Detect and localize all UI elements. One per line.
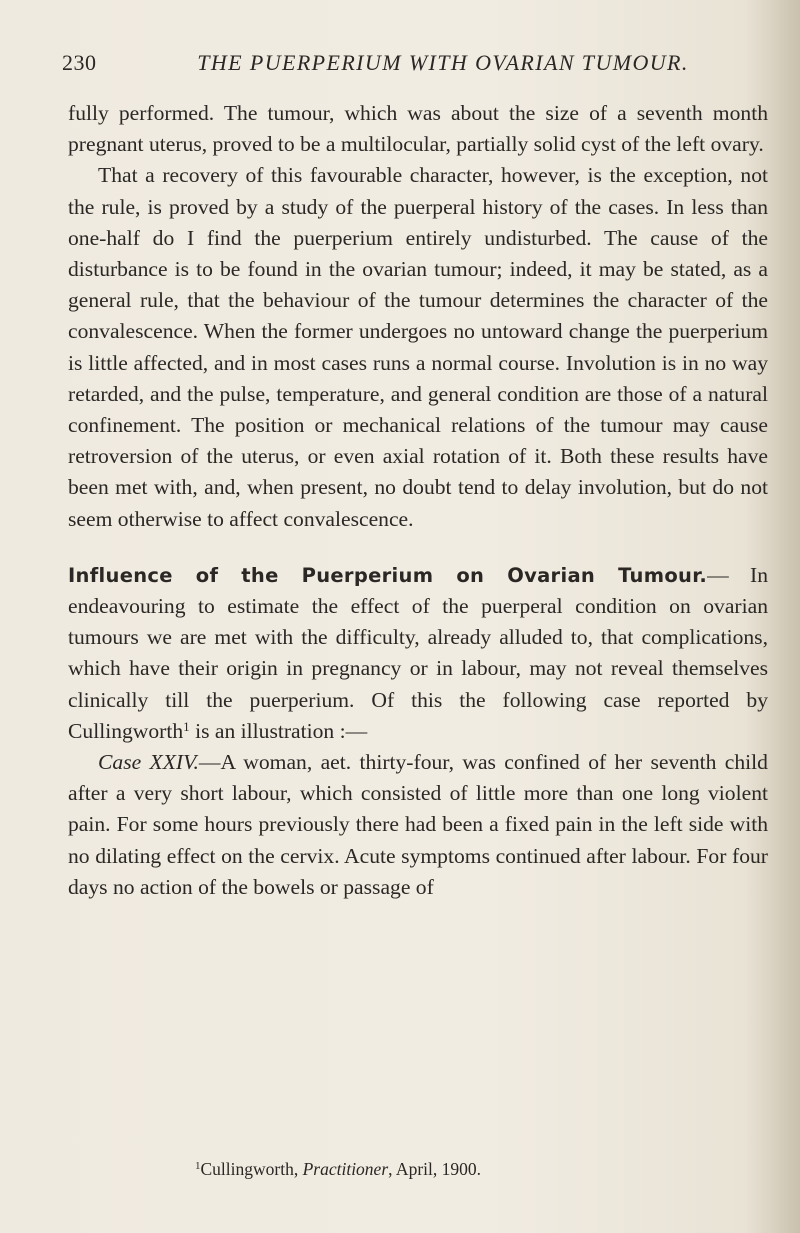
page-number: 230	[62, 50, 97, 75]
case-label: Case XXIV.	[98, 750, 199, 775]
paragraph-case	[68, 747, 768, 903]
page-header	[62, 50, 762, 80]
section-gap	[68, 535, 768, 560]
footnote-mark: 1	[195, 1160, 201, 1172]
footnote-rest: , April, 1900.	[388, 1159, 481, 1179]
paragraph-influence	[68, 560, 768, 747]
footnote-journal: Practitioner	[302, 1159, 389, 1179]
heading-dash: —	[707, 562, 729, 587]
running-head: THE PUERPERIUM WITH OVARIAN TUMOUR.	[197, 50, 689, 75]
paragraph-recovery: That a recovery of this favourable character, however, is the exception, not the rule, is proved by a study of the puerperal history of the cases. In less than one-half do I find the puerperium entirely undisturbed. The cause of the disturbance is to be found in the ovarian tumour; indeed, it may be stated, as a general rule, that the behaviour of the tumour determines the character of the convalescence. When the former undergoes no untoward change the puerperium is little affected, and in most cases runs a normal course. Involution is in no way retarded, and the pulse, temperature, and general condition are those of a natural confinement. The position or mechanical relations of the tumour may cause retroversion of the uterus, or even axial rotation of it. Both these results have been met with, and, when present, no doubt tend to delay involution, but do not seem otherwise to affect convalescence.	[68, 163, 768, 531]
influence-text: In endeavouring to estimate the effect of the puerperal condition on ovarian tumours we are met with the difficulty, already alluded to, that complications, which have their origin in pregnancy or in labour, may not reveal themselves clinically till the puerperium. Of this the following case reported by Cullingworth	[68, 562, 769, 743]
influence-tail: is an illustration :—	[189, 718, 368, 743]
paragraph-continuation: fully performed. The tumour, which was about the size of a seventh month pregnant uterus, proved to be a multilocular, partially solid cyst of the left ovary.	[68, 101, 768, 157]
footnote-author: Cullingworth,	[200, 1159, 303, 1179]
case-text: —A woman, aet. thirty-four, was confined of her seventh child after a very short labour, which consisted of little more than one long violent pain. For some hours previously there had been a fixed pain in the left side with no dilating effect on the cervix. Acute symptoms continued after labour. For four days no action of the bowels or passage of	[68, 750, 768, 899]
body-text	[68, 98, 768, 903]
footnote	[195, 1159, 755, 1180]
section-heading: Influence of the Puerperium on Ovarian Tumour.	[68, 563, 708, 587]
footnote-reference[interactable]: 1	[183, 718, 190, 734]
